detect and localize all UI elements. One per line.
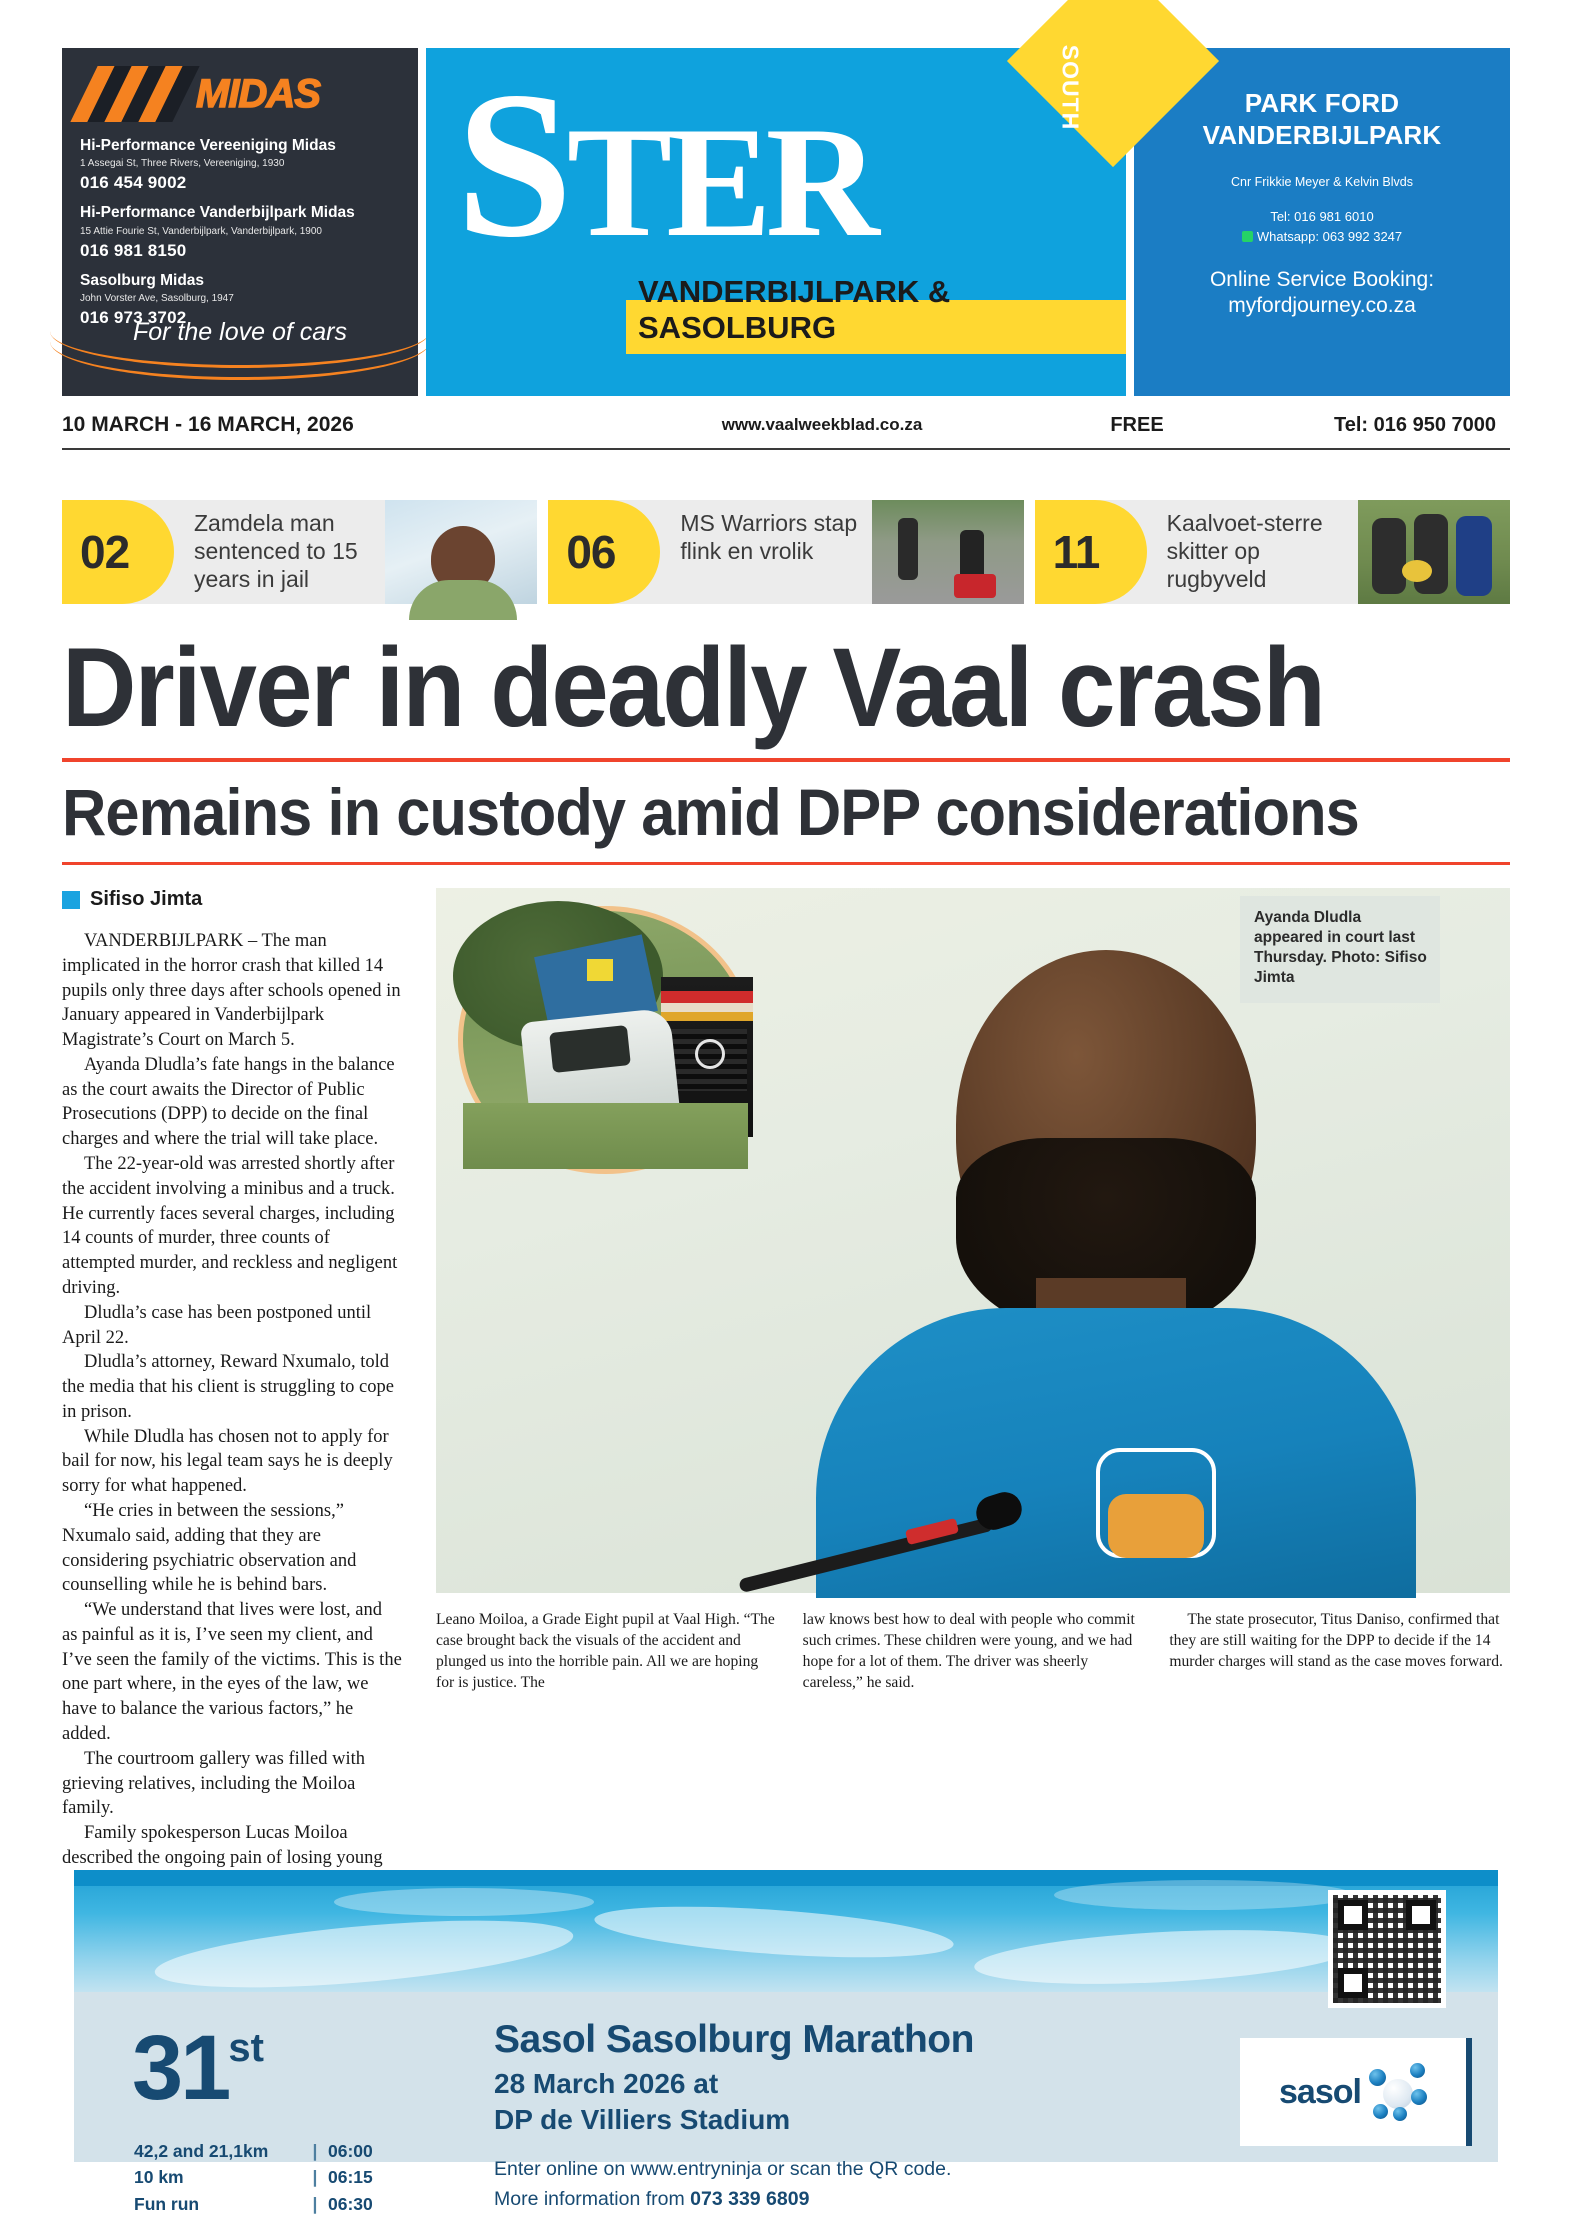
race-label: 10 km [134,2167,184,2188]
byline-author: Sifiso Jimta [90,888,203,910]
race-separator: | [312,2141,318,2161]
marathon-date: 28 March 2026 at [494,2068,719,2099]
price-label: FREE [1110,413,1164,436]
branch-phone[interactable]: 016 981 8150 [80,240,187,260]
midas-branch [80,203,400,260]
midas-advert[interactable] [62,48,418,396]
marathon-race-times [134,2138,373,2217]
more-info-phone[interactable]: 073 339 6809 [690,2188,810,2210]
teaser-thumbnail [1358,500,1510,604]
midas-tagline: For the love of cars [133,318,347,346]
branch-name: Hi-Performance Vereeniging Midas [80,137,336,154]
article-paragraph: VANDERBIJLPARK – The man implicated in the horror crash that killed 14 pupils only three days after schools opened in January appeared in Vanderbijlpark Magistrate’s Court on March 5. [62,931,401,1051]
sub-headline: Remains in custody amid DPP considerations [62,774,1359,849]
photo-caption: Ayanda Dludla appeared in court last Thursday. Photo: Sifiso Jimta [1254,909,1427,987]
issue-date: 10 MARCH - 16 MARCH, 2026 [62,413,354,436]
article-paragraph: Family spokesperson Lucas Moiloa described the ongoing pain of losing young [62,1823,383,1868]
park-ford-advert[interactable] [1134,48,1510,396]
teaser-bar [62,500,1510,604]
teaser-item[interactable] [1035,500,1510,604]
marathon-edition [132,2017,264,2119]
midas-stripes-icon [80,66,188,122]
top-strip [62,44,1510,396]
branch-address: 15 Attie Fourie St, Vanderbijlpark, Vanderbijlpark, 1900 [80,225,322,237]
date-bar-divider [62,448,1510,450]
article-paragraph: “We understand that lives were lost, and as painful as it is, I’ve seen my client, and I’ve seen the family of the victims. This is the one part where, in the eyes of the law, we have to balance the various factors,” he added. [62,1600,402,1744]
photo-caption-box [1240,896,1440,1003]
ford-telephone[interactable]: Tel: 016 981 6010 [1270,209,1374,225]
branch-phone[interactable]: 016 454 9002 [80,173,187,193]
marathon-banner-image [74,1870,1498,1992]
teaser-item[interactable] [62,500,537,604]
branch-address: John Vorster Ave, Sasolburg, 1947 [80,293,234,305]
crash-scene-inset-photo [458,906,753,1174]
ford-booking-url[interactable]: myfordjourney.co.za [1228,293,1416,317]
midas-tagline-area [62,314,418,386]
website-url[interactable]: www.vaalweekblad.co.za [721,415,923,434]
masthead-edition-badge: SOUTH [1056,44,1083,131]
article-column-1 [62,888,402,1871]
race-separator: | [312,2167,318,2188]
midas-branch [80,136,400,193]
teaser-page-number: 02 [62,500,174,604]
branch-name: Sasolburg Midas [80,271,205,289]
qr-finder-icon [1338,1900,1368,1930]
midas-logo [80,62,400,126]
article-continuation-columns [436,1610,1510,1694]
article-paragraph: The courtroom gallery was filled with grieving relatives, including the Moiloa family. [62,1748,366,1819]
article-paragraph: “He cries in between the sessions,” Nxumalo said, adding that they are considering psychiatric observation and counselling while he is behind bars. [62,1500,357,1596]
teaser-thumbnail [872,500,1024,604]
teaser-item[interactable] [548,500,1023,604]
article-paragraph: Dludla’s attorney, Reward Nxumalo, told the media that his client is struggling to cope in prison. [62,1352,394,1422]
more-info-prefix: More information from [494,2188,691,2210]
ford-booking-label: Online Service Booking: [1209,268,1435,292]
masthead-title-rest: TER [566,95,874,270]
continuation-text: Leano Moiloa, a Grade Eight pupil at Vaal High. “The case brought back the visuals of the accident and plunged us into the horrible pain. All we are hoping for is justice. The [436,1611,775,1691]
race-row [134,2191,373,2217]
race-separator: | [312,2193,318,2214]
ford-contact [1148,207,1496,246]
headline-rule [62,758,1510,762]
ford-title-line2: VANDERBIJLPARK [1202,119,1442,150]
teaser-page-number: 06 [548,500,660,604]
continuation-text: law knows best how to deal with people who commit such crimes. These children were young, and we had hope for a lot of them. The driver was sheerly careless,” he said. [802,1611,1135,1691]
marathon-entry-instructions[interactable]: Enter online on www.entryninja or scan the QR code. [494,2158,952,2180]
race-time: 06:30 [328,2193,373,2214]
teaser-headline: Zamdela man sentenced to 15 years in jail [194,510,358,593]
headline-block [62,625,1510,849]
article-body [62,929,402,1871]
teaser-thumbnail [385,500,537,604]
continuation-text: The state prosecutor, Titus Daniso, confirmed that they are still waiting for the DPP to decide if the 14 murder charges will stand as the case moves forward. [1169,1611,1503,1670]
race-time: 06:15 [328,2167,373,2188]
continuation-column-1 [436,1610,777,1694]
continuation-column-3 [1169,1610,1510,1694]
ford-title-line1: PARK FORD [1244,88,1400,118]
qr-code[interactable] [1328,1890,1446,2008]
race-label: 42,2 and 21,1km [134,2141,269,2161]
race-row [134,2138,373,2164]
qr-finder-icon [1338,1968,1368,1998]
ford-address: Cnr Frikkie Meyer & Kelvin Blvds [1231,175,1413,190]
sasol-marathon-advert[interactable] [74,1870,1498,2214]
race-label: Fun run [134,2193,200,2214]
article-paragraph: Ayanda Dludla’s fate hangs in the balance as the court awaits the Director of Public Prosecutions (DPP) to decide on the final charges and where the trial will take place. [62,1054,395,1150]
main-photo [436,888,1510,1593]
mercedes-star-icon [695,1039,725,1069]
main-headline: Driver in deadly Vaal crash [62,625,1324,750]
ford-whatsapp-row[interactable] [1148,227,1496,247]
byline [62,888,402,911]
branch-address: 1 Assegai St, Three Rivers, Vereeniging, 1930 [80,158,285,170]
sasol-molecule-icon [1369,2063,1427,2121]
teaser-page-number: 11 [1035,500,1147,604]
race-time: 06:00 [328,2141,373,2161]
masthead-title [456,49,874,281]
race-row [134,2164,373,2190]
masthead-title-s: S [456,49,567,281]
qr-finder-icon [1406,1900,1436,1930]
marathon-venue: DP de Villiers Stadium [494,2104,791,2135]
sasol-logo [1240,2038,1472,2146]
subheadline-rule [62,862,1510,865]
newspaper-telephone[interactable]: Tel: 016 950 7000 [1334,413,1496,436]
date-bar [62,404,1510,446]
branch-name: Hi-Performance Vanderbijlpark Midas [80,204,355,222]
photo-shirt-logo-fill [1108,1494,1204,1558]
article-paragraph: Dludla’s case has been postponed until April 22. [62,1302,372,1348]
article-paragraph: The 22-year-old was arrested shortly after the accident involving a minibus and a truck. He currently faces several charges, including 14 counts of murder, three counts of attempted murder, and reckless and negligent driving. [62,1154,398,1298]
byline-bullet-icon [62,891,80,909]
marathon-title: Sasol Sasolburg Marathon [494,2018,974,2061]
edition-number: 31 [132,2017,229,2119]
sasol-wordmark: sasol [1279,2072,1361,2111]
article-photo-block [436,888,1510,1593]
masthead [426,44,1126,396]
edition-suffix: st [228,2026,264,2070]
continuation-column-2 [803,1610,1144,1694]
ford-whatsapp: Whatsapp: 063 992 3247 [1256,228,1403,244]
midas-brand-text: MIDAS [196,71,320,116]
whatsapp-icon [1242,231,1253,242]
teaser-headline: MS Warriors stap flink en vrolik [680,510,858,565]
branch-phone[interactable]: 016 973 3702 [80,308,187,328]
marathon-more-info [494,2188,809,2211]
article-paragraph: While Dludla has chosen not to apply for bail for now, his legal team says he is deeply sorry for what happened. [62,1426,393,1497]
masthead-subtitle: VANDERBIJLPARK & SASOLBURG [638,274,951,345]
teaser-headline: Kaalvoet-sterre skitter op rugbyveld [1166,510,1323,593]
